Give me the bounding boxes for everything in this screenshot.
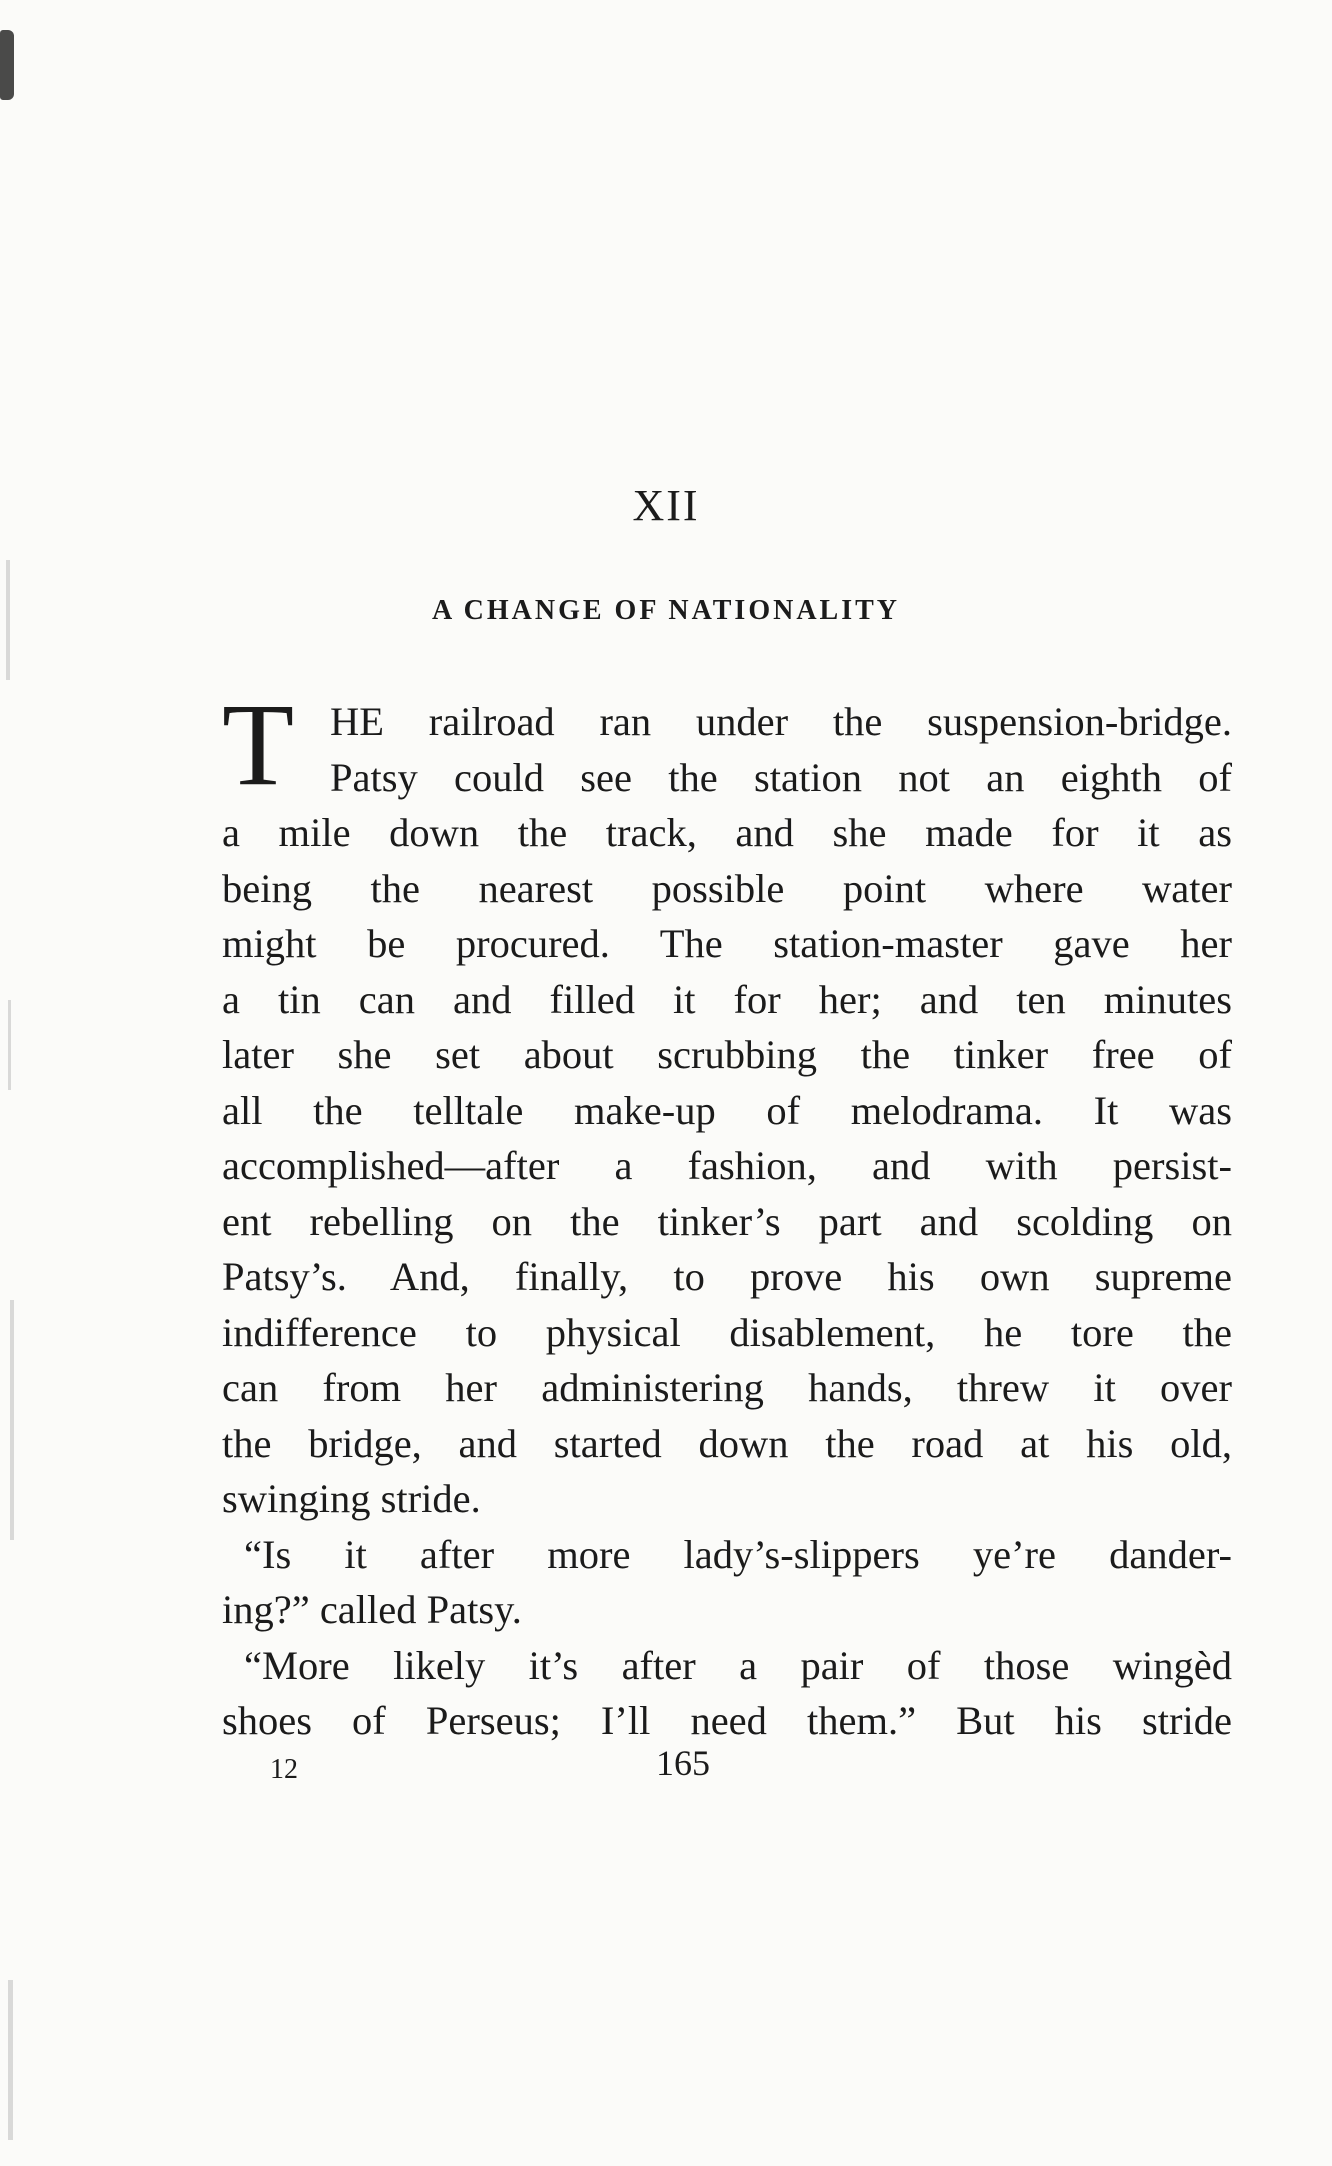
text-line: might be procured. The station-master gave her [222,921,1232,966]
scan-edge-mark [0,30,14,100]
body-text [222,679,1232,1749]
drop-cap: T [222,679,295,810]
scan-speckle [8,1000,11,1090]
page-footer [0,1742,1332,1792]
text-line: Patsy’s. And, finally, to prove his own supreme [222,1254,1232,1299]
text-line: ent rebelling on the tinker’s part and scolding on [222,1198,1232,1244]
signature-mark: 12 [270,1754,298,1785]
chapter-number: XII [632,481,700,530]
text-line: HE railroad ran under the suspension-bridge. [330,699,1232,744]
text-line: swinging stride. [222,1476,481,1521]
text-line: a mile down the track, and she made for it as [222,810,1232,855]
scan-speckle [10,1300,14,1540]
page-number: 165 [656,1743,710,1783]
scan-speckle [8,1980,13,2140]
text-line: shoes of Perseus; I’ll need them.” But his stride [222,1698,1232,1743]
text-line: ing?” called Patsy. [222,1587,522,1632]
text-line: can from her administering hands, threw it over [222,1365,1232,1410]
text-line: being the nearest possible point where water [222,865,1232,911]
text-line: later she set about scrubbing the tinker free of [222,1032,1232,1077]
text-line: Patsy could see the station not an eighth of [330,754,1232,800]
text-line: “Is it after more lady’s-slippers ye’re dander- [244,1531,1232,1577]
chapter-title: A CHANGE OF NATIONALITY [431,595,901,626]
text-line: the bridge, and started down the road at his old, [222,1420,1232,1466]
text-line: “More likely it’s after a pair of those wingèd [244,1642,1232,1688]
text-line: accomplished—after a fashion, and with persist- [222,1143,1232,1188]
text-line: indifference to physical disablement, he tore the [222,1309,1232,1355]
text-line: all the telltale make-up of melodrama. It was [222,1087,1232,1133]
text-line: a tin can and filled it for her; and ten minutes [222,976,1232,1022]
